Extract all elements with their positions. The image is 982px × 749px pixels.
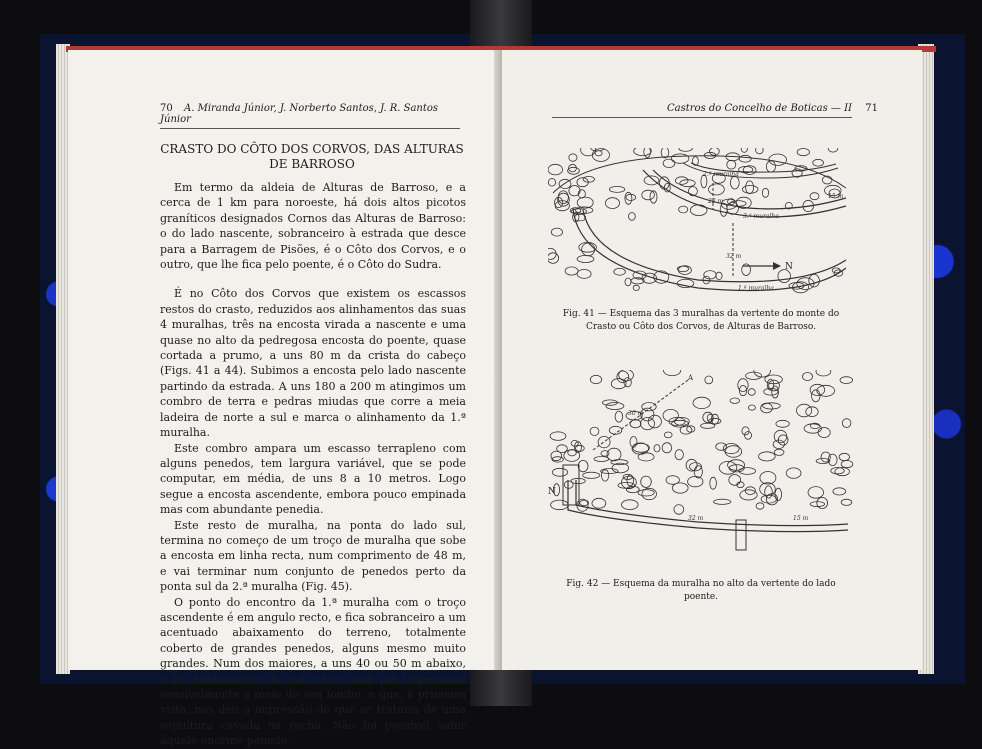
stone-sketch: [641, 418, 655, 430]
running-head-left: [160, 103, 460, 129]
fig41-label: 1.ª muralha: [738, 285, 774, 292]
stone-sketch: [583, 472, 600, 478]
stone-sketch: [601, 469, 619, 474]
stone-sketch: [688, 476, 703, 486]
stone-sketch: [605, 198, 619, 209]
stone-sketch: [833, 488, 846, 495]
fig42-label: 15 m: [793, 515, 809, 522]
stone-sketch: [756, 503, 764, 509]
page-number-left: 70: [160, 103, 173, 114]
stone-sketch: [756, 148, 764, 154]
fig41-label: 32 m: [726, 253, 742, 260]
stone-sketch: [565, 267, 578, 275]
stone-sketch: [576, 445, 585, 451]
stone-sketch: [630, 420, 641, 428]
stone-sketch: [609, 426, 622, 434]
stone-sketch: [727, 160, 736, 169]
stone-sketch: [716, 443, 727, 450]
stone-sketch: [818, 428, 830, 438]
stone-sketch: [551, 228, 562, 236]
stone-sketch: [840, 377, 853, 384]
left-page: [68, 50, 498, 748]
stone-sketch: [729, 475, 741, 486]
stone-sketch: [773, 440, 784, 449]
stone-sketch: [762, 188, 768, 197]
body-text: [160, 180, 466, 749]
stone-sketch: [803, 373, 813, 381]
stone-sketch: [641, 476, 652, 487]
stone-sketch: [776, 420, 789, 427]
stone-sketch: [710, 148, 720, 155]
stone-sketch: [590, 375, 601, 383]
stone-sketch: [810, 193, 819, 200]
stone-sketch: [615, 411, 623, 422]
stone-sketch: [775, 488, 782, 500]
stone-sketch: [761, 495, 776, 503]
stone-sketch: [716, 272, 722, 279]
fig41-label: 22 m: [708, 198, 724, 205]
paragraph: Este combro ampara um escasso terrapleno com alguns penedos, tem largura variável, que se pode computar, em média, de uns 8 a 10 metros. Logo segue a encosta ascendente, embora pouco empinada mas com abundante penedia.: [160, 441, 466, 517]
stone-sketch: [662, 443, 672, 453]
figure-42-caption: Fig. 42 — Esquema da muralha no alto da vertente do lado poente.: [566, 579, 836, 602]
paragraph: O ponto do encontro da 1.ª muralha com o troço ascendente é em angulo recto, e fica sobranceiro a um acentuado abaixamento do terreno, totalmente coberto de grandes penedos, alguns mesmo muito grandes. Num dos maiores, a uns 40 ou 50 m abaixo, e no alinhamento do sul, vê-se uma pia trapezoidal sensivelmente a meio do seu lombo, e que, à primeira vista, nos deu a impressão de que se trataria de uma sepultura cavada na rocha. Não foi possível subir àquele enorme penedo.: [160, 595, 466, 748]
stone-sketch: [579, 242, 597, 252]
stone-sketch: [841, 461, 853, 468]
figure-41-drawing: [548, 148, 848, 298]
stone-sketch: [622, 500, 639, 510]
fig41-label: 15 m: [828, 193, 844, 200]
stone-sketch: [720, 203, 727, 216]
stone-sketch: [745, 432, 752, 440]
stone-sketch: [548, 179, 555, 187]
stone-sketch: [638, 453, 654, 461]
stone-sketch: [577, 255, 594, 262]
page-number-right: 71: [865, 103, 878, 114]
stone-sketch: [686, 459, 697, 471]
stone-sketch: [765, 486, 773, 498]
fig42-north-label: N: [548, 487, 556, 497]
paragraph: É no Côto dos Corvos que existem os escassos restos do crasto, reduzidos aos alinhamentos das suas 4 muralhas, três na encosta virada a nascente e uma quase no alto da pedregosa encosta do poente, quase cortada a prumo, a uns 80 m da crista do cabeço (Figs. 41 a 44). Subimos a encosta pelo lado nascente partindo da estrada. A uns 180 a 200 m atingimos um combro de terra e pedras miudas que corre a meia ladeira de norte a sul e marca o alinhamento da 1.ª muralha.: [160, 287, 466, 440]
stone-sketch: [677, 266, 688, 272]
stone-sketch: [816, 370, 831, 376]
stone-sketch: [675, 450, 683, 460]
stone-sketch: [648, 415, 661, 428]
stone-sketch: [578, 460, 588, 471]
stone-sketch: [741, 148, 747, 152]
stone-sketch: [654, 445, 660, 452]
stone-sketch: [558, 193, 570, 206]
stone-sketch: [710, 477, 717, 489]
stone-sketch: [828, 148, 838, 152]
fig41-north-label: N: [785, 262, 793, 272]
fig42-label: 32 m: [688, 515, 704, 522]
stone-sketch: [582, 243, 595, 256]
stone-sketch: [813, 159, 824, 166]
stone-sketch: [705, 376, 713, 384]
stone-sketch: [664, 432, 672, 438]
stone-sketch: [739, 155, 751, 162]
stone-sketch: [769, 154, 787, 165]
stone-sketch: [839, 453, 849, 460]
stone-sketch: [709, 418, 721, 424]
running-head-text-left: A. Miranda Júnior, J. Norberto Santos, J. R. Santos Júnior: [160, 103, 439, 125]
stone-sketch: [742, 427, 749, 435]
stone-sketch: [748, 389, 755, 396]
stone-sketch: [663, 370, 680, 376]
stone-sketch: [808, 487, 824, 499]
stone-sketch: [642, 403, 656, 411]
stone-sketch: [592, 498, 606, 508]
stone-sketch: [786, 468, 801, 478]
stone-sketch: [841, 499, 852, 505]
stone-sketch: [725, 446, 742, 458]
stone-sketch: [704, 271, 716, 279]
stone-sketch: [638, 490, 654, 496]
stone-sketch: [759, 452, 776, 461]
stone-sketch: [709, 184, 725, 195]
stone-sketch: [571, 478, 585, 483]
stone-sketch: [642, 190, 655, 200]
right-page: [502, 50, 922, 670]
stone-sketch: [583, 176, 594, 182]
figure-41-caption: Fig. 41 — Esquema das 3 muralhas da vertente do monte do Crasto ou Côto dos Corvos, de Alturas de Barroso.: [562, 309, 840, 332]
stone-sketch: [629, 213, 636, 221]
stone-sketch: [609, 186, 624, 192]
section-title-line-1: CRASTO DO CÔTO DOS CORVOS, DAS ALTURAS: [160, 142, 464, 156]
stone-sketch: [569, 154, 577, 161]
fig41-label: 3.ª muralha: [743, 213, 779, 220]
fig42-point-label: A: [688, 374, 694, 382]
stone-sketch: [817, 385, 835, 396]
stone-sketch: [626, 194, 636, 200]
stone-sketch: [806, 407, 818, 417]
stone-sketch: [678, 266, 691, 275]
stone-sketch: [564, 481, 573, 488]
paragraph: Este resto de muralha, na ponta do lado sul, termina no começo de um troço de muralha que sobe a encosta em linha recta, num comprimento de 48 m, e vai terminar num conjunto de penedos perto da ponta sul da 2.ª muralha (Fig. 45).: [160, 518, 466, 594]
stone-sketch: [687, 426, 695, 432]
running-head-text-right: Castros do Concelho de Boticas — II: [667, 103, 852, 114]
figure-42-drawing: [548, 370, 854, 560]
stone-sketch: [666, 476, 679, 485]
figure-41: [548, 148, 848, 298]
section-title: [160, 142, 464, 172]
stone-sketch: [693, 397, 710, 408]
stone-sketch: [674, 505, 684, 515]
stone-sketch: [730, 398, 740, 403]
stone-sketch: [663, 159, 675, 167]
stone-sketch: [595, 151, 602, 156]
stone-sketch: [634, 148, 652, 156]
stone-sketch: [835, 468, 850, 476]
stone-sketch: [625, 278, 631, 286]
stone-sketch: [761, 403, 773, 413]
stone-sketch: [714, 499, 731, 504]
stone-sketch: [671, 154, 689, 163]
fig41-label: 2.ª muralha: [703, 171, 739, 178]
stone-sketch: [590, 427, 599, 435]
stone-sketch: [680, 180, 695, 187]
stone-sketch: [842, 419, 851, 428]
section-title-line-2: DE BARROSO: [269, 157, 355, 171]
running-head-right: [552, 103, 878, 118]
stone-sketch: [742, 186, 758, 194]
stone-sketch: [548, 253, 559, 264]
stone-sketch: [633, 285, 639, 290]
stone-sketch: [766, 161, 775, 172]
stone-sketch: [598, 436, 610, 447]
stone-sketch: [679, 206, 688, 213]
stone-sketch: [760, 472, 776, 485]
stone-sketch: [577, 269, 591, 278]
paragraph: Em termo da aldeia de Alturas de Barroso, e a cerca de 1 km para noroeste, há dois altos picotos graníticos designados Cornos das Alturas de Barroso: o do lado nascente, sobranceiro à estrada que desce para a Barragem de Pisões, é o Côto dos Corvos, e o outro, que lhe fica pelo poente, é o Côto do Sudra.: [160, 181, 466, 272]
stone-sketch: [663, 409, 678, 421]
fig42-label: 30 m: [628, 410, 644, 417]
stone-sketch: [690, 205, 707, 216]
stone-sketch: [644, 176, 659, 185]
stone-sketch: [644, 148, 651, 157]
stone-sketch: [601, 470, 608, 481]
stone-sketch: [797, 149, 809, 156]
stone-sketch: [606, 402, 624, 409]
stone-sketch: [577, 197, 593, 208]
stone-sketch: [594, 457, 609, 462]
stone-sketch: [730, 176, 739, 189]
stone-sketch: [740, 490, 757, 500]
stone-sketch: [680, 426, 692, 434]
stone-sketch: [774, 449, 784, 455]
stone-sketch: [550, 432, 566, 441]
stone-sketch: [797, 404, 812, 417]
stone-sketch: [748, 405, 755, 410]
stone-sketch: [548, 164, 562, 175]
stone-sketch: [746, 181, 754, 194]
stone-sketch: [614, 268, 626, 275]
stone-sketch: [552, 468, 567, 476]
figure-42: [548, 370, 848, 560]
stone-sketch: [679, 148, 692, 151]
stone-sketch: [764, 388, 778, 395]
stone-sketch: [746, 372, 762, 379]
